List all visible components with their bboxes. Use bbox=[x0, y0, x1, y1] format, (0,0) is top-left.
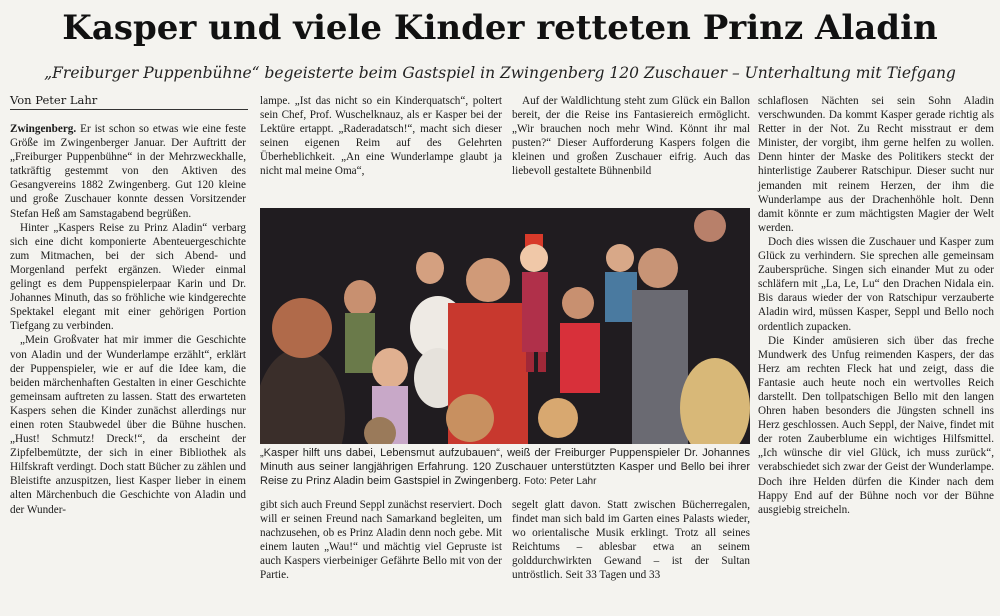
photo-credit: Foto: Peter Lahr bbox=[524, 476, 597, 487]
article-photo bbox=[260, 208, 750, 444]
column-2-bottom bbox=[260, 498, 502, 612]
dateline: Zwingenberg. bbox=[10, 123, 77, 135]
byline: Von Peter Lahr bbox=[10, 93, 248, 110]
column-3-top bbox=[512, 94, 750, 204]
paragraph: Die Kinder amüsieren sich über das freche Mundwerk des Unfug reimenden Kaspers, der das Herz am rechten Fleck hat und zeigt, dass die Fantasie auch heute noch ein wertvolles Reich darstellt. Den tollpatschigen Bello mit den langen Ohren haben besonders die Jüngsten schnell ins Herz geschlossen. Auch Seppl, der Naive, findet mit der roten Zauberblume ein wichtiges Hilfsmittel. „Ich wünsche dir viel Glück, ich muss zurück“, verabschiedet sich zwar der Geist der Wunderlampe. Doch ihre Helden dürfen die Kinder nach dem Happy End auf der Bühne noch vor der Bühne ausgiebig streicheln. bbox=[758, 334, 994, 516]
paragraph: Doch dies wissen die Zuschauer und Kasper zum Glück zu verhindern. Sie sprechen alle gemeinsam Zaubersprüche. Singen sich einander Mut zu oder schläfern mit „La, Le, Lu“ den Drachen Nidala ein. Bis daraus wieder der von Ratschipur verzauberte Aladin wird, müssen Kasper, Seppl und Bello noch ordentlich zupacken. bbox=[758, 235, 994, 333]
column-3-bottom bbox=[512, 498, 750, 612]
paragraph: lampe. „Ist das nicht so ein Kinderquatsch“, poltert sein Chef, Prof. Wuschelknauz, als er Kasper bei der Lektüre ertappt. „Raderadatsch!“, macht sich dieser seinen eigenen Reim auf des Gelehrten Überheblichkeit. „An eine Wunderlampe glaubt ja nicht mal meine Oma“, bbox=[260, 95, 502, 178]
column-4 bbox=[758, 94, 994, 612]
paragraph: „Mein Großvater hat mir immer die Geschichte von Aladin und der Wunderlampe erzählt“, erklärt der Puppenspieler, wie er auf die Idee kam, die beiden märchenhaften Gestalten in einer Geschichte gemeinsam auftreten zu lassen. Statt des erwarteten Kaspers sehen die Kinder zunächst allerdings nur einen roten Staubwedel über die Bühne huschen. „Hust! Schmutz! Dreck!“, da erscheint der Zipfelbemützte, der sich in einer Bibliothek als Hilfskraft verdingt. Doch statt Bücher zu zählen und Bleistifte anzuspitzen, liest Kasper lieber in einem alten Märchenbuch die Geschichte von Aladin und der Wunder- bbox=[10, 334, 246, 516]
caption-text: „Kasper hilft uns dabei, Lebensmut aufzubauen“, weiß der Freiburger Puppenspieler Dr. Johannes Minuth aus seiner langjährigen Erfahrung. 120 Zuschauer unterstützten Kasper und Bello bei ihrer Reise zu Prinz Aladin beim Gastspiel in Zwingenberg. bbox=[260, 447, 750, 487]
paragraph: Auf der Waldlichtung steht zum Glück ein Ballon bereit, der die Reise ins Fantasiereich ermöglicht. „Wir brauchen noch mehr Wind. Könnt ihr mal pusten?“ Dieser Aufforderung Kaspers folgen die kleinen und großen Zuschauer eifrig. Auch das liebevoll gestaltete Bühnenbild bbox=[512, 95, 750, 178]
paragraph: segelt glatt davon. Statt zwischen Bücherregalen, findet man sich bald im Garten eines Palasts wieder, wo orientalische Musik erklingt. Trotz all seines Reichtums – ablesbar etwa an seinem golddurchwirkten Gewand – ist der Sultan untröstlich. Seit 33 Tagen und 33 bbox=[512, 499, 750, 582]
column-2-top bbox=[260, 94, 502, 204]
photo-caption bbox=[260, 446, 750, 489]
subheadline: „Freiburger Puppenbühne“ begeisterte beim Gastspiel in Zwingenberg 120 Zuschauer – Unterhaltung mit Tiefgang bbox=[44, 64, 956, 82]
headline: Kasper und viele Kinder retteten Prinz Aladin bbox=[62, 8, 938, 48]
paragraph: Hinter „Kaspers Reise zu Prinz Aladin“ verbarg sich eine dicht komponierte Abenteuergeschichte zum Mitmachen, bei der sich Abend- und Morgenland perfekt ergänzen. Wieder einmal gelingt es dem Puppenspielerpaar Karin und Dr. Johannes Minuth, das so fröhliche wie kindgerechte Spektakel elegant mit einer gehörigen Portion Tiefgang zu verbinden. bbox=[10, 221, 246, 333]
paragraph: schlaflosen Nächten sei sein Sohn Aladin verschwunden. Da kommt Kasper gerade richtig als Retter in der Not. Zu Recht misstraut er dem Minister, der vorgibt, ihm gerne helfen zu wollen. Denn hinter der Maske des Politikers steckt der hinterlistige Zauberer Ratschipur. Dieser sucht nur jemanden mit reinem Herzen, der ihm die Wunderlampe aus der Drachenhöhle holt. Denn damit könnte er zum mächtigsten Magier der Welt werden. bbox=[758, 95, 994, 234]
paragraph: Zwingenberg. Er ist schon so etwas wie eine feste Größe im Zwingenberger Januar. Der Auftritt der „Freiburger Puppenbühne“ in der Mehrzweckhalle, tatkräftig gestemmt von den Aktiven des Gesangvereins 1882 Zwingenberg. Gut 120 kleine und große Zuschauer konnte dessen Vorsitzender Stefan Heß am Samstagabend begrüßen. bbox=[10, 123, 246, 220]
column-1 bbox=[10, 122, 246, 612]
paragraph: gibt sich auch Freund Seppl zunächst reserviert. Doch will er seinen Freund nach Samarkand begleiten, um nachzusehen, ob es Prinz Aladin denn noch gebe. Mit einem lauten „Wau!“ und mächtig viel Gepruste ist auch Kaspers vierbeiniger Gefährte Bello mit von der Partie. bbox=[260, 499, 502, 582]
puppet-show-photo-illustration bbox=[260, 208, 750, 444]
